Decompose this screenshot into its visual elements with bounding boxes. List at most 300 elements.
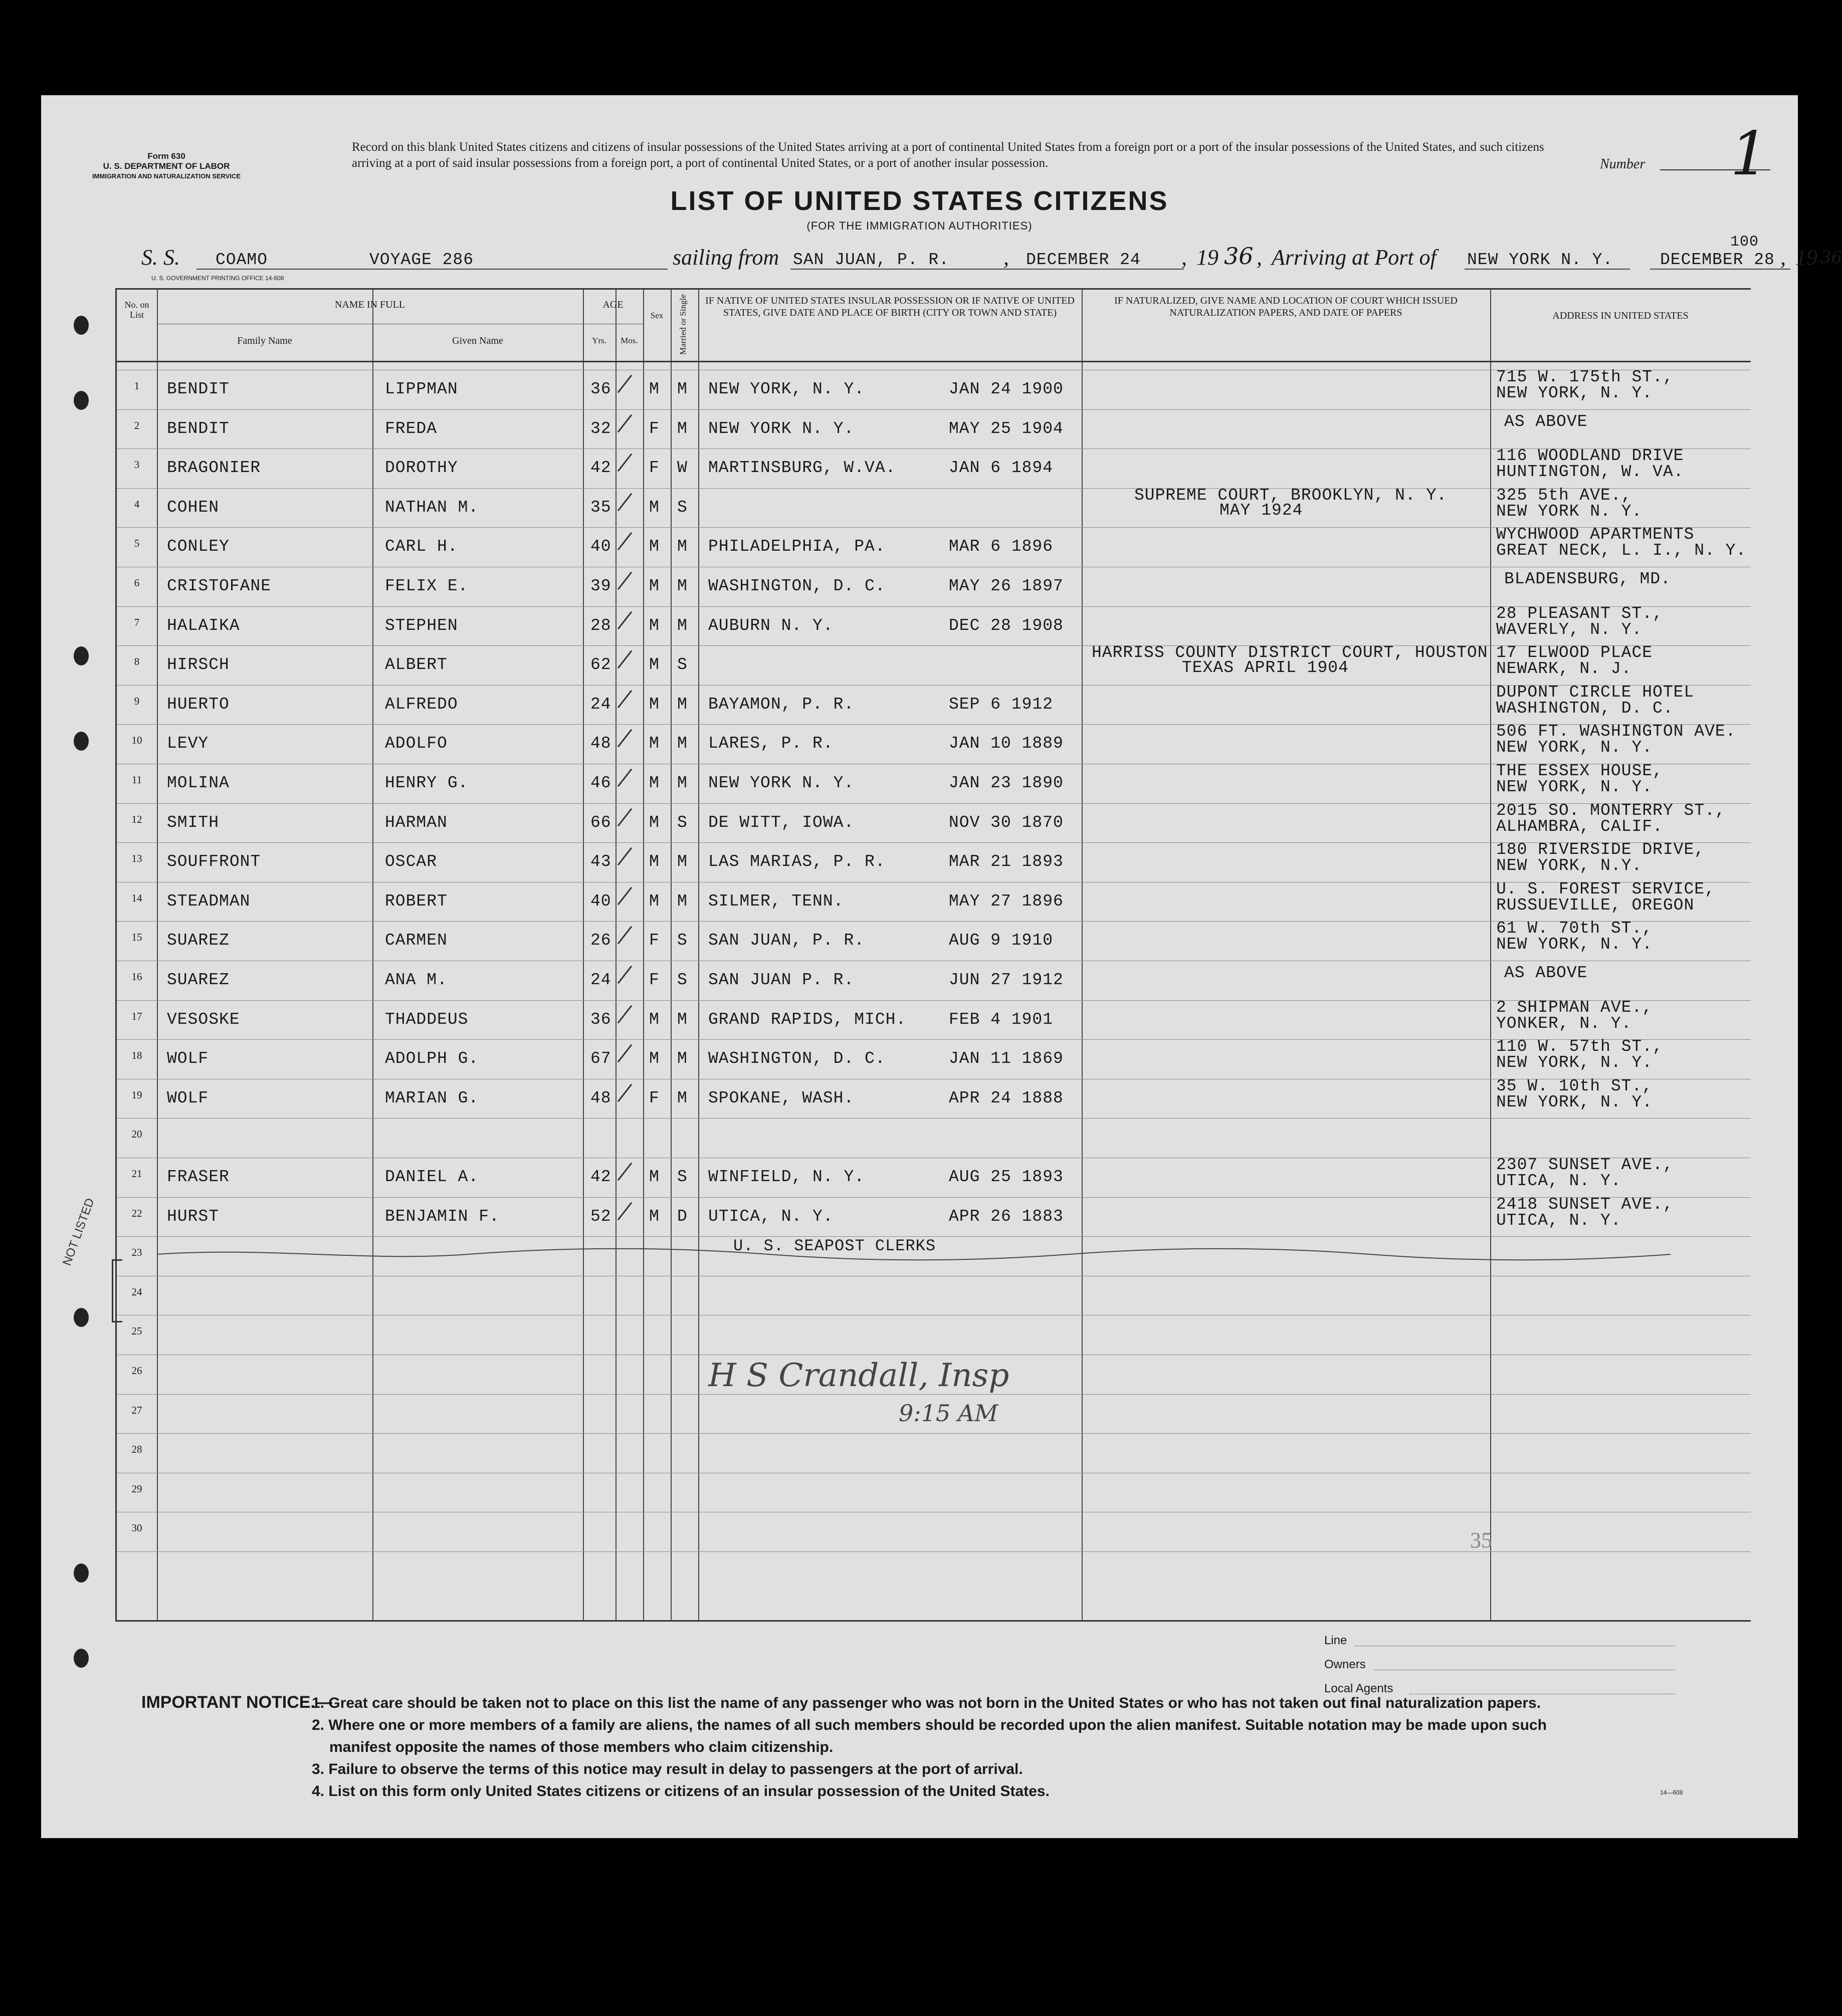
given-name-cell: CARMEN bbox=[385, 931, 448, 950]
birthplace-cell: UTICA, N. Y. bbox=[708, 1207, 834, 1226]
age-cell: 28 bbox=[590, 616, 611, 635]
row-ruling bbox=[117, 1433, 1751, 1434]
row-number: 6 bbox=[134, 577, 140, 589]
address-line-1-cell: 180 RIVERSIDE DRIVE, bbox=[1496, 840, 1705, 859]
sex-cell: M bbox=[649, 774, 660, 792]
column-divider bbox=[698, 290, 699, 1620]
row-number: 15 bbox=[131, 931, 142, 943]
given-name-cell: NATHAN M. bbox=[385, 498, 479, 517]
marital-status-cell: W bbox=[677, 459, 688, 477]
age-cell: 32 bbox=[590, 419, 611, 438]
given-name-cell: FELIX E. bbox=[385, 577, 469, 595]
given-name-cell: BENJAMIN F. bbox=[385, 1207, 500, 1226]
given-name-cell: HENRY G. bbox=[385, 774, 469, 792]
address-line-1-cell: 17 ELWOOD PLACE bbox=[1496, 643, 1653, 662]
birthplace-cell: LARES, P. R. bbox=[708, 734, 834, 753]
row-number: 20 bbox=[131, 1128, 142, 1140]
form-number: Form 630 bbox=[147, 151, 185, 161]
family-name-cell: HIRSCH bbox=[167, 655, 230, 674]
tally-mark bbox=[618, 414, 632, 433]
marital-status-cell: S bbox=[677, 1168, 688, 1186]
manifest-sheet bbox=[41, 95, 1842, 1838]
marital-status-cell: M bbox=[677, 852, 688, 871]
birthplace-cell: SILMER, TENN. bbox=[708, 892, 844, 911]
notice-item-1: 1. Great care should be taken not to place on this list the name of any passenger who was not born in the United States or who has not taken out final naturalization papers. bbox=[312, 1695, 1541, 1711]
family-name-cell: HALAIKA bbox=[167, 616, 240, 635]
header-bottom-rule bbox=[117, 361, 1751, 362]
inspector-time: 9:15 AM bbox=[899, 1400, 998, 1427]
punch-hole bbox=[74, 316, 89, 335]
comma: , bbox=[1181, 245, 1187, 270]
address-line-2-cell: ALHAMBRA, CALIF. bbox=[1496, 817, 1663, 836]
arrival-port: NEW YORK N. Y. bbox=[1467, 251, 1613, 269]
tally-mark bbox=[618, 690, 632, 709]
sex-cell: M bbox=[649, 734, 660, 753]
notice-item-2-cont: manifest opposite the names of those members who claim citizenship. bbox=[329, 1739, 834, 1755]
row-number: 7 bbox=[134, 616, 140, 628]
row-number: 11 bbox=[131, 774, 142, 786]
row-number: 28 bbox=[131, 1443, 142, 1455]
row-number: 1 bbox=[134, 380, 140, 392]
punch-hole bbox=[74, 1308, 89, 1327]
sex-cell: F bbox=[649, 931, 660, 950]
birth-date-cell: SEP 6 1912 bbox=[949, 695, 1054, 714]
family-name-cell: VESOSKE bbox=[167, 1010, 240, 1029]
age-cell: 24 bbox=[590, 971, 611, 989]
row-number: 14 bbox=[131, 892, 142, 904]
marital-status-cell: M bbox=[677, 537, 688, 556]
header-address: ADDRESS IN UNITED STATES bbox=[1552, 310, 1689, 321]
row-number: 21 bbox=[131, 1168, 142, 1180]
sex-cell: F bbox=[649, 971, 660, 989]
seapost-clerks-label: U. S. SEAPOST CLERKS bbox=[733, 1237, 936, 1255]
row-number: 26 bbox=[131, 1365, 142, 1377]
tally-mark bbox=[618, 375, 632, 393]
sailing-year: 36 bbox=[1224, 243, 1254, 270]
form-preamble: Record on this blank United States citizens and citizens of insular possessions of the United States arriving at a port of continental United States from a foreign port or a port of the insular possessions of the United States, and such citizens arriving at a port of said insular possessions from a foreign port, a port of continental United States, or a port of another insular possession. bbox=[352, 140, 1544, 170]
notice-heading: IMPORTANT NOTICE.— bbox=[141, 1693, 332, 1712]
list-number: 1 bbox=[1730, 119, 1769, 189]
row-number: 9 bbox=[134, 695, 140, 707]
tally-mark bbox=[618, 1005, 632, 1024]
address-line-2-cell: UTICA, N. Y. bbox=[1496, 1172, 1621, 1190]
address-line-1-cell: 110 W. 57th ST., bbox=[1496, 1037, 1663, 1056]
birthplace-cell: GRAND RAPIDS, MICH. bbox=[708, 1010, 907, 1029]
birth-date-cell: FEB 4 1901 bbox=[949, 1010, 1054, 1029]
birthplace-cell: NEW YORK N. Y. bbox=[708, 774, 855, 792]
birthplace-cell: NEW YORK, N. Y. bbox=[708, 380, 865, 398]
column-divider bbox=[583, 290, 584, 1620]
family-name-cell: MOLINA bbox=[167, 774, 230, 792]
age-cell: 42 bbox=[590, 459, 611, 477]
family-name-cell: BRAGONIER bbox=[167, 459, 261, 477]
column-divider bbox=[372, 290, 373, 1620]
number-label: Number bbox=[1600, 156, 1646, 172]
age-cell: 42 bbox=[590, 1168, 611, 1186]
birth-date-cell: APR 26 1883 bbox=[949, 1207, 1064, 1226]
sex-cell: M bbox=[649, 577, 660, 595]
birth-date-cell: MAY 26 1897 bbox=[949, 577, 1064, 595]
age-cell: 26 bbox=[590, 931, 611, 950]
sex-cell: M bbox=[649, 655, 660, 674]
row-ruling bbox=[117, 1394, 1751, 1395]
punch-hole bbox=[74, 391, 89, 410]
family-name-cell: WOLF bbox=[167, 1049, 209, 1068]
arrival-year-prefix: 19 bbox=[1795, 245, 1817, 270]
row-ruling bbox=[117, 409, 1751, 410]
marital-status-cell: M bbox=[677, 1010, 688, 1029]
birth-date-cell: AUG 9 1910 bbox=[949, 931, 1054, 950]
family-name-cell: BENDIT bbox=[167, 419, 230, 438]
address-line-2-cell: NEW YORK, N.Y. bbox=[1496, 856, 1643, 875]
marital-status-cell: S bbox=[677, 655, 688, 674]
address-line-1-cell: 2015 SO. MONTERRY ST., bbox=[1496, 801, 1726, 820]
row-number: 23 bbox=[131, 1246, 142, 1258]
marital-status-cell: M bbox=[677, 1049, 688, 1068]
department-name: U. S. DEPARTMENT OF LABOR bbox=[103, 161, 230, 171]
address-line-1-cell: DUPONT CIRCLE HOTEL bbox=[1496, 683, 1695, 702]
ship-name: COAMO bbox=[216, 251, 268, 269]
given-name-cell: ALBERT bbox=[385, 655, 448, 674]
tally-mark bbox=[618, 493, 632, 512]
address-line-2-cell: YONKER, N. Y. bbox=[1496, 1014, 1632, 1033]
address-line-1-cell: 715 W. 175th ST., bbox=[1496, 368, 1674, 386]
naturalization-court-cell: HARRISS COUNTY DISTRICT COURT, HOUSTON bbox=[1092, 643, 1488, 662]
column-divider bbox=[643, 290, 644, 1620]
age-cell: 39 bbox=[590, 577, 611, 595]
sailing-from: SAN JUAN, P. R. bbox=[793, 251, 950, 269]
punch-hole bbox=[74, 732, 89, 751]
sex-cell: M bbox=[649, 852, 660, 871]
tally-mark bbox=[618, 729, 632, 748]
birthplace-cell: WASHINGTON, D. C. bbox=[708, 1049, 886, 1068]
notice-item-4: 4. List on this form only United States citizens or citizens of an insular possession of the United States. bbox=[312, 1783, 1050, 1800]
age-cell: 36 bbox=[590, 380, 611, 398]
tally-mark bbox=[618, 847, 632, 866]
tally-mark bbox=[618, 572, 632, 590]
birthplace-cell: WINFIELD, N. Y. bbox=[708, 1168, 865, 1186]
passenger-table bbox=[115, 288, 1751, 1622]
row-number: 22 bbox=[131, 1207, 142, 1219]
punch-hole bbox=[74, 1649, 89, 1668]
marital-status-cell: S bbox=[677, 813, 688, 832]
address-line-2-cell: GREAT NECK, L. I., N. Y. bbox=[1496, 541, 1747, 560]
birthplace-cell: SPOKANE, WASH. bbox=[708, 1089, 855, 1107]
address-line-1-cell: 116 WOODLAND DRIVE bbox=[1496, 446, 1684, 465]
given-name-cell: DOROTHY bbox=[385, 459, 458, 477]
ss-label: S. S. bbox=[141, 245, 180, 270]
header-birth: IF NATIVE OF UNITED STATES INSULAR POSSESSION OR IF NATIVE OF UNITED STATES, GIVE DATE AND PLACE OF BIRTH (CITY OR TOWN AND STATE) bbox=[705, 295, 1075, 318]
sailing-label: sailing from bbox=[673, 245, 779, 270]
arrival-date-overwrite: 100 bbox=[1730, 234, 1759, 251]
form-identification bbox=[76, 151, 257, 181]
row-number: 30 bbox=[131, 1522, 142, 1534]
punch-hole bbox=[74, 1563, 89, 1583]
sex-cell: F bbox=[649, 1089, 660, 1107]
row-number: 12 bbox=[131, 813, 142, 825]
address-line-1-cell: THE ESSEX HOUSE, bbox=[1496, 762, 1663, 780]
row-ruling bbox=[117, 1551, 1751, 1552]
marital-status-cell: M bbox=[677, 695, 688, 714]
given-name-cell: THADDEUS bbox=[385, 1010, 469, 1029]
comma: , bbox=[1003, 245, 1009, 270]
notice-item-2: 2. Where one or more members of a family are aliens, the names of all such members should be recorded upon the alien manifest. Suitable notation may be made upon such bbox=[312, 1717, 1547, 1733]
family-name-cell: SOUFFRONT bbox=[167, 852, 261, 871]
sex-cell: M bbox=[649, 892, 660, 911]
birthplace-cell: BAYAMON, P. R. bbox=[708, 695, 855, 714]
sailing-year-prefix: 19 bbox=[1196, 245, 1218, 270]
margin-stamp: NOT LISTED bbox=[60, 1196, 97, 1268]
birth-date-cell: NOV 30 1870 bbox=[949, 813, 1064, 832]
sex-cell: M bbox=[649, 537, 660, 556]
sex-cell: M bbox=[649, 813, 660, 832]
row-number: 10 bbox=[131, 734, 142, 746]
address-line-2-cell: NEW YORK, N. Y. bbox=[1496, 1053, 1653, 1072]
marital-status-cell: M bbox=[677, 577, 688, 595]
page-title: LIST OF UNITED STATES CITIZENS bbox=[670, 186, 1169, 216]
given-name-cell: ANA M. bbox=[385, 971, 448, 989]
row-number: 19 bbox=[131, 1089, 142, 1101]
birthplace-cell: SAN JUAN, P. R. bbox=[708, 931, 865, 950]
birthplace-cell: LAS MARIAS, P. R. bbox=[708, 852, 886, 871]
local-agents-label: Local Agents bbox=[1324, 1682, 1393, 1695]
printer-note: U. S. GOVERNMENT PRINTING OFFICE 14-608 bbox=[151, 275, 284, 282]
marital-status-cell: S bbox=[677, 931, 688, 950]
given-name-cell: ALFREDO bbox=[385, 695, 458, 714]
row-number: 3 bbox=[134, 459, 140, 471]
arrival-year: 36 bbox=[1820, 248, 1842, 268]
marital-status-cell: M bbox=[677, 380, 688, 398]
given-name-cell: CARL H. bbox=[385, 537, 458, 556]
birth-date-cell: MAY 27 1896 bbox=[949, 892, 1064, 911]
given-name-cell: STEPHEN bbox=[385, 616, 458, 635]
sex-cell: M bbox=[649, 1168, 660, 1186]
address-line-2-cell: NEW YORK, N. Y. bbox=[1496, 935, 1653, 954]
tally-mark bbox=[618, 1044, 632, 1063]
birth-date-cell: MAR 6 1896 bbox=[949, 537, 1054, 556]
marital-status-cell: S bbox=[677, 498, 688, 517]
family-name-cell: HUERTO bbox=[167, 695, 230, 714]
family-name-cell: BENDIT bbox=[167, 380, 230, 398]
clerks-bracket bbox=[112, 1259, 122, 1322]
address-line-2-cell: NEW YORK, N. Y. bbox=[1496, 1093, 1653, 1111]
row-number: 5 bbox=[134, 537, 140, 549]
sex-cell: M bbox=[649, 498, 660, 517]
address-line-1-cell: BLADENSBURG, MD. bbox=[1504, 570, 1671, 588]
age-cell: 48 bbox=[590, 734, 611, 753]
marital-status-cell: S bbox=[677, 971, 688, 989]
tally-mark bbox=[618, 454, 632, 472]
tally-mark bbox=[618, 1084, 632, 1102]
sex-cell: F bbox=[649, 459, 660, 477]
marital-status-cell: M bbox=[677, 774, 688, 792]
birth-date-cell: AUG 25 1893 bbox=[949, 1168, 1064, 1186]
age-cell: 62 bbox=[590, 655, 611, 674]
age-cell: 66 bbox=[590, 813, 611, 832]
row-number: 24 bbox=[131, 1286, 142, 1298]
family-name-cell: STEADMAN bbox=[167, 892, 251, 911]
header-mos: Mos. bbox=[621, 336, 638, 345]
age-cell: 24 bbox=[590, 695, 611, 714]
marital-status-cell: M bbox=[677, 1089, 688, 1107]
age-cell: 46 bbox=[590, 774, 611, 792]
age-cell: 52 bbox=[590, 1207, 611, 1226]
address-line-2-cell: NEW YORK, N. Y. bbox=[1496, 738, 1653, 757]
given-name-cell: MARIAN G. bbox=[385, 1089, 479, 1107]
tally-mark bbox=[618, 808, 632, 827]
service-name: IMMIGRATION AND NATURALIZATION SERVICE bbox=[92, 172, 241, 180]
row-number: 29 bbox=[131, 1483, 142, 1495]
address-line-2-cell: WASHINGTON, D. C. bbox=[1496, 699, 1674, 718]
birth-date-cell: JAN 10 1889 bbox=[949, 734, 1064, 753]
form-code: 14—608 bbox=[1660, 1789, 1683, 1796]
tally-mark bbox=[618, 966, 632, 984]
row-number: 8 bbox=[134, 655, 140, 667]
family-name-cell: LEVY bbox=[167, 734, 209, 753]
address-line-1-cell: 35 W. 10th ST., bbox=[1496, 1077, 1653, 1095]
given-name-cell: DANIEL A. bbox=[385, 1168, 479, 1186]
column-divider bbox=[616, 290, 617, 1620]
address-line-2-cell: NEW YORK N. Y. bbox=[1496, 502, 1643, 521]
tally-mark bbox=[618, 650, 632, 669]
birth-date-cell: JAN 24 1900 bbox=[949, 380, 1064, 398]
column-divider bbox=[157, 290, 158, 1620]
address-line-1-cell: AS ABOVE bbox=[1504, 412, 1588, 431]
tally-mark bbox=[618, 887, 632, 906]
age-cell: 40 bbox=[590, 537, 611, 556]
address-line-2-cell: WAVERLY, N. Y. bbox=[1496, 620, 1643, 639]
sex-cell: M bbox=[649, 695, 660, 714]
birthplace-cell: DE WITT, IOWA. bbox=[708, 813, 855, 832]
marital-status-cell: M bbox=[677, 892, 688, 911]
age-cell: 35 bbox=[590, 498, 611, 517]
address-line-1-cell: U. S. FOREST SERVICE, bbox=[1496, 880, 1715, 899]
arriving-label: Arriving at Port of bbox=[1272, 245, 1437, 270]
given-name-cell: OSCAR bbox=[385, 852, 438, 871]
family-name-cell: CRISTOFANE bbox=[167, 577, 272, 595]
address-line-2-cell: UTICA, N. Y. bbox=[1496, 1211, 1621, 1230]
age-cell: 40 bbox=[590, 892, 611, 911]
row-number: 4 bbox=[134, 498, 140, 510]
given-name-cell: FREDA bbox=[385, 419, 438, 438]
sex-cell: M bbox=[649, 1207, 660, 1226]
address-line-1-cell: 2 SHIPMAN AVE., bbox=[1496, 998, 1653, 1017]
owners-label: Owners bbox=[1324, 1658, 1366, 1671]
naturalization-date-cell: TEXAS APRIL 1904 bbox=[1182, 658, 1349, 677]
tally-mark bbox=[618, 1202, 632, 1221]
naturalization-court-cell: SUPREME COURT, BROOKLYN, N. Y. bbox=[1134, 486, 1448, 505]
arrival-date: DECEMBER 28 bbox=[1660, 251, 1775, 269]
address-line-1-cell: 61 W. 70th ST., bbox=[1496, 919, 1653, 938]
address-line-1-cell: 2418 SUNSET AVE., bbox=[1496, 1195, 1674, 1214]
voyage-row bbox=[141, 234, 1842, 275]
birthplace-cell: AUBURN N. Y. bbox=[708, 616, 834, 635]
family-name-cell: FRASER bbox=[167, 1168, 230, 1186]
birth-date-cell: MAR 21 1893 bbox=[949, 852, 1064, 871]
header-sex: Sex bbox=[650, 311, 664, 320]
sex-cell: M bbox=[649, 616, 660, 635]
given-name-cell: ROBERT bbox=[385, 892, 448, 911]
age-cell: 67 bbox=[590, 1049, 611, 1068]
sex-cell: F bbox=[649, 419, 660, 438]
address-line-2-cell: RUSSUEVILLE, OREGON bbox=[1496, 896, 1695, 915]
address-line-1-cell: WYCHWOOD APARTMENTS bbox=[1496, 525, 1695, 544]
age-cell: 43 bbox=[590, 852, 611, 871]
sex-cell: M bbox=[649, 1049, 660, 1068]
sex-cell: M bbox=[649, 380, 660, 398]
page-mark: 35 bbox=[1470, 1528, 1492, 1552]
row-number: 25 bbox=[131, 1325, 142, 1337]
birth-date-cell: JAN 6 1894 bbox=[949, 459, 1054, 477]
given-name-cell: ADOLPH G. bbox=[385, 1049, 479, 1068]
age-cell: 36 bbox=[590, 1010, 611, 1029]
family-name-cell: SMITH bbox=[167, 813, 220, 832]
birth-date-cell: MAY 25 1904 bbox=[949, 419, 1064, 438]
notice-item-3: 3. Failure to observe the terms of this notice may result in delay to passengers at the port of arrival. bbox=[312, 1761, 1023, 1777]
marital-status-cell: M bbox=[677, 734, 688, 753]
row-number: 13 bbox=[131, 852, 142, 864]
address-line-2-cell: HUNTINGTON, W. VA. bbox=[1496, 463, 1684, 481]
family-name-cell: SUAREZ bbox=[167, 971, 230, 989]
line-label: Line bbox=[1324, 1634, 1347, 1647]
sailing-date: DECEMBER 24 bbox=[1026, 251, 1141, 269]
header-no-on-list: No. on List bbox=[124, 300, 149, 320]
tally-mark bbox=[618, 1163, 632, 1181]
sex-cell: M bbox=[649, 1010, 660, 1029]
address-line-1-cell: 325 5th AVE., bbox=[1496, 486, 1632, 505]
marital-status-cell: D bbox=[677, 1207, 688, 1226]
tally-mark bbox=[618, 532, 632, 551]
row-number: 18 bbox=[131, 1049, 142, 1061]
given-name-cell: HARMAN bbox=[385, 813, 448, 832]
header-yrs: Yrs. bbox=[592, 336, 606, 345]
given-name-cell: ADOLFO bbox=[385, 734, 448, 753]
family-name-cell: SUAREZ bbox=[167, 931, 230, 950]
comma: , bbox=[1780, 245, 1786, 270]
family-name-cell: WOLF bbox=[167, 1089, 209, 1107]
header-family-name: Family Name bbox=[237, 335, 292, 346]
row-number: 17 bbox=[131, 1010, 142, 1022]
birth-date-cell: JUN 27 1912 bbox=[949, 971, 1064, 989]
comma: , bbox=[1257, 245, 1262, 270]
inspector-signature: H S Crandall, Insp bbox=[708, 1357, 1009, 1394]
birth-date-cell: DEC 28 1908 bbox=[949, 616, 1064, 635]
row-number: 27 bbox=[131, 1404, 142, 1416]
naturalization-date-cell: MAY 1924 bbox=[1219, 501, 1303, 520]
birth-date-cell: JAN 11 1869 bbox=[949, 1049, 1064, 1068]
address-line-1-cell: AS ABOVE bbox=[1504, 964, 1588, 982]
header-age: AGE bbox=[602, 299, 624, 310]
birthplace-cell: MARTINSBURG, W.VA. bbox=[708, 459, 896, 477]
family-name-cell: CONLEY bbox=[167, 537, 230, 556]
address-line-2-cell: NEWARK, N. J. bbox=[1496, 659, 1632, 678]
birth-date-cell: JAN 23 1890 bbox=[949, 774, 1064, 792]
column-divider bbox=[1082, 290, 1083, 1620]
address-line-2-cell: NEW YORK, N. Y. bbox=[1496, 384, 1653, 402]
column-divider bbox=[671, 290, 672, 1620]
marital-status-cell: M bbox=[677, 616, 688, 635]
header-given-name: Given Name bbox=[452, 335, 503, 346]
page-subtitle: (FOR THE IMMIGRATION AUTHORITIES) bbox=[806, 219, 1033, 232]
tally-mark bbox=[618, 611, 632, 630]
voyage-number: VOYAGE 286 bbox=[369, 251, 474, 269]
address-line-1-cell: 28 PLEASANT ST., bbox=[1496, 604, 1663, 623]
birthplace-cell: SAN JUAN P. R. bbox=[708, 971, 855, 989]
header-name-in-full: NAME IN FULL bbox=[335, 299, 405, 310]
family-name-cell: HURST bbox=[167, 1207, 220, 1226]
row-number: 16 bbox=[131, 971, 142, 983]
header-naturalized: IF NATURALIZED, GIVE NAME AND LOCATION OF COURT WHICH ISSUED NATURALIZATION PAPERS, AND DATE OF PAPERS bbox=[1114, 295, 1458, 318]
